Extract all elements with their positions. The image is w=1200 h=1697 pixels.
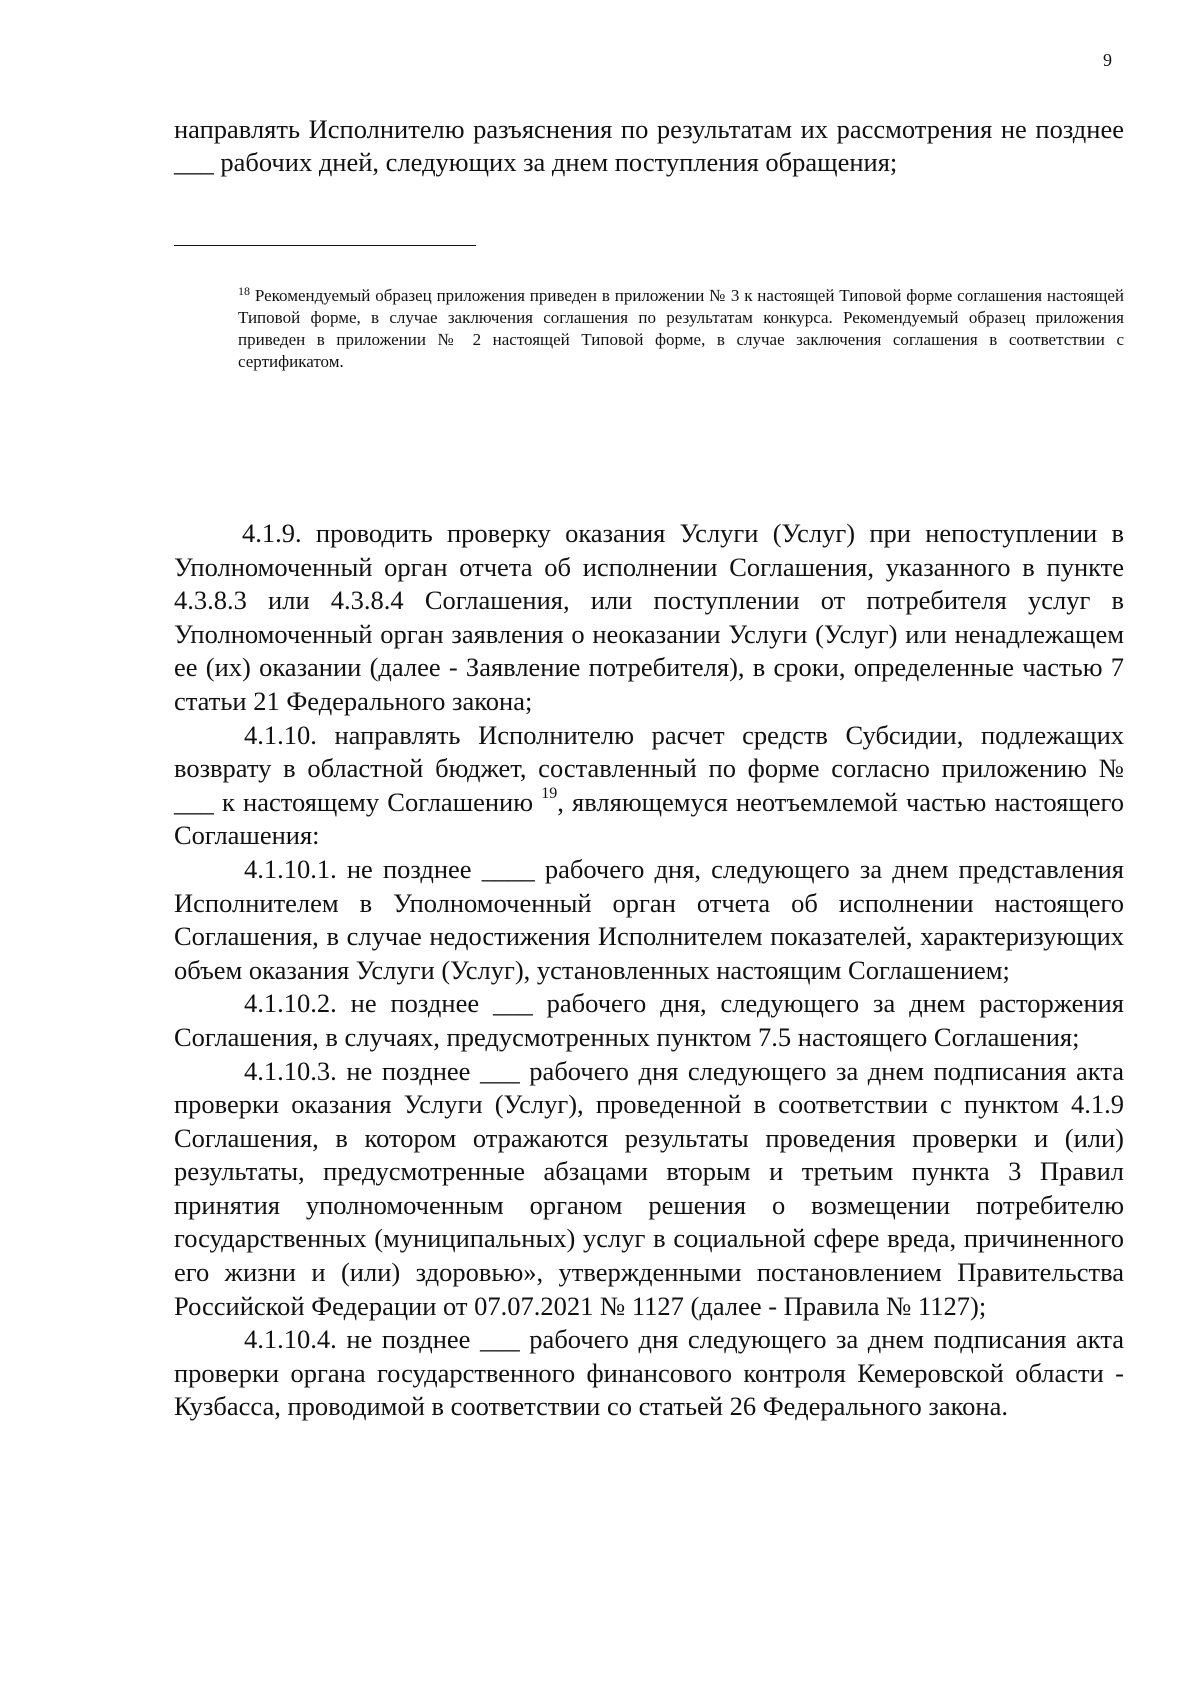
footnote-18 (174, 285, 1124, 373)
main-text (174, 517, 1124, 1424)
clause-4-1-10 (174, 719, 1124, 853)
clause-4-1-9: 4.1.9. проводить проверку оказания Услуги (Услуг) при непоступлении в Уполномоченный орган отчета об исполнении Соглашения, указанного в пункте 4.3.8.3 или 4.3.8.4 Соглашения, или поступлении от потребителя услуг в Уполномоченный орган заявления о неоказании Услуги (Услуг) или ненадлежащем ее (их) оказании (далее - Заявление потребителя), в сроки, определенные частью 7 статьи 21 Федерального закона; (174, 518, 1124, 716)
clause-4-1-10-2: 4.1.10.2. не позднее ___ рабочего дня, следующего за днем расторжения Соглашения, в случаях, предусмотренных пунктом 7.5 настоящего Соглашения; (174, 988, 1124, 1052)
clause-4-1-10-3: 4.1.10.3. не позднее ___ рабочего дня следующего за днем подписания акта проверки оказания Услуги (Услуг), проведенной в соответствии с пунктом 4.1.9 Соглашения, в котором отражаются результаты проведения проверки и (или) результаты, предусмотренные абзацами вторым и третьим пункта 3 Правил принятия уполномоченным органом решения о возмещении потребителю государственных (муниципальных) услуг в социальной сфере вреда, причиненного его жизни и (или) здоровью», утвержденными постановлением Правительства Российской Федерации от 07.07.2021 № 1127 (далее - Правила № 1127); (174, 1055, 1124, 1321)
footnote-separator (174, 245, 476, 246)
footnote-text: Рекомендуемый образец приложения приведен в приложении № 3 к настоящей Типовой форме соглашения настоящей Типовой форме, в случае заключения соглашения по результатам конкурса. Рекомендуемый образец приложения приведен в приложении № 2 настоящей Типовой форме, в случае заключения соглашения в соответствии с сертификатом. (238, 286, 1124, 371)
page-number: 9 (1103, 50, 1112, 70)
footnote-ref-19: 19 (541, 784, 558, 802)
continuation-paragraph: направлять Исполнителю разъяснения по результатам их рассмотрения не позднее ___ рабочих дней, следующих за днем поступления обращения; (174, 114, 1124, 177)
clause-4-1-10-text-end: , являющемуся неотъемлемой частью настоящего Соглашения: (174, 786, 1124, 851)
footnote-number: 18 (238, 284, 250, 298)
clause-4-1-10-text: 4.1.10. направлять Исполнителю расчет средств Субсидии, подлежащих возврату в областной бюджет, составленный по форме согласно приложению № ___ к настоящему Соглашению (174, 719, 1124, 817)
clause-4-1-10-4: 4.1.10.4. не позднее ___ рабочего дня следующего за днем подписания акта проверки органа государственного финансового контроля Кемеровской области - Кузбасса, проводимой в соответствии со статьей 26 Федерального закона. (174, 1324, 1124, 1422)
clause-4-1-10-1: 4.1.10.1. не позднее ____ рабочего дня, следующего за днем представления Исполнителем в Уполномоченный орган отчета об исполнении настоящего Соглашения, в случае недостижения Исполнителем показателей, характеризующих объем оказания Услуги (Услуг), установленных настоящим Соглашением; (174, 853, 1124, 985)
